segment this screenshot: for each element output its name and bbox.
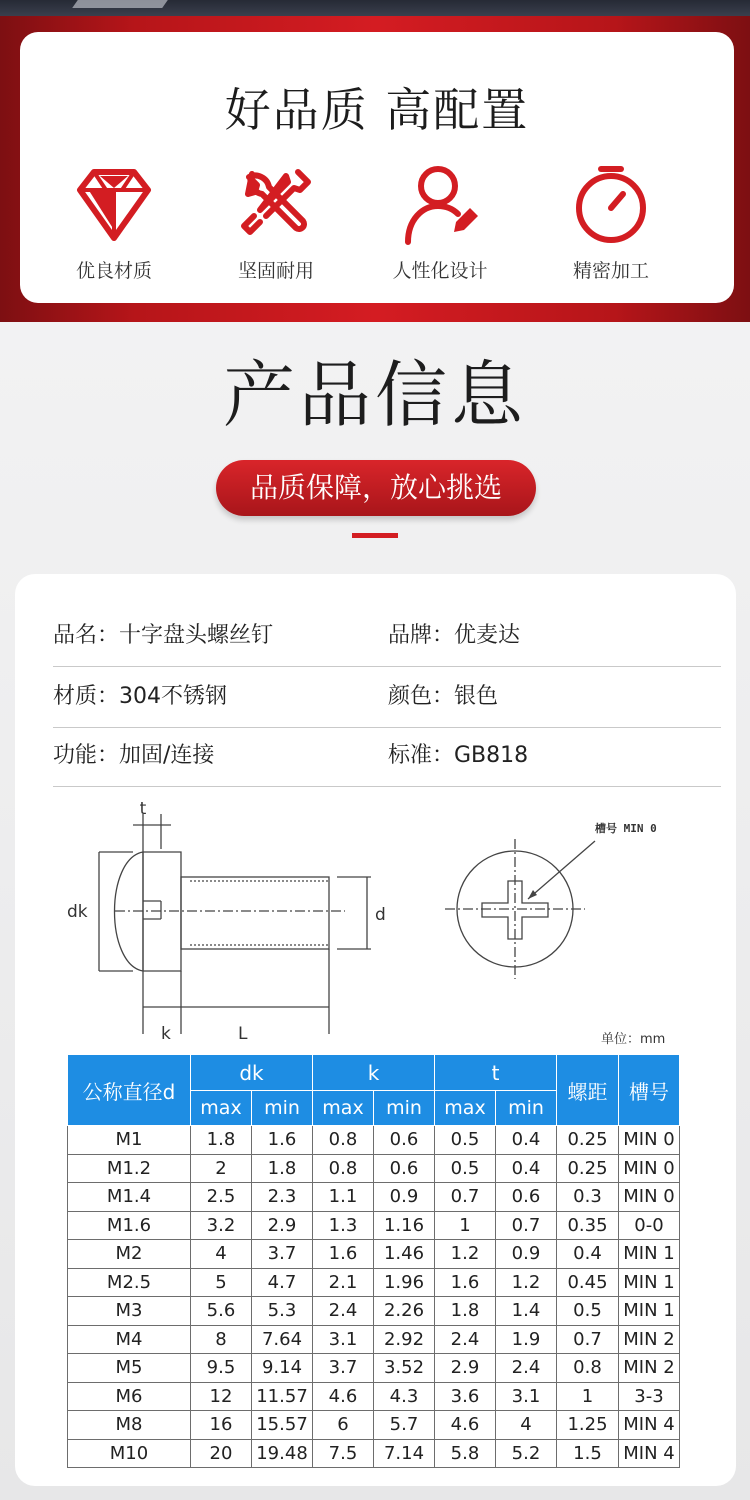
cell-size: M4 [68, 1325, 191, 1354]
cell-dk-max: 20 [191, 1439, 252, 1468]
top-dark-strip [0, 0, 750, 16]
cell-t-min: 0.4 [496, 1126, 557, 1155]
cell-size: M1 [68, 1126, 191, 1155]
cell-dk-min: 1.8 [252, 1154, 313, 1183]
cell-dk-min: 5.3 [252, 1297, 313, 1326]
diagram-label-slot: 槽号 MIN 0 [595, 822, 657, 835]
header-min: min [252, 1091, 313, 1126]
diagram-label-k: k [161, 1024, 171, 1044]
header-pitch: 螺距 [557, 1055, 619, 1126]
wrench-screwdriver-icon [234, 162, 318, 246]
header-max: max [191, 1091, 252, 1126]
cell-k-max: 1.6 [313, 1240, 374, 1269]
cell-dk-min: 11.57 [252, 1382, 313, 1411]
cell-slot: MIN 4 [619, 1411, 680, 1440]
cell-t-min: 0.9 [496, 1240, 557, 1269]
cell-dk-max: 2.5 [191, 1183, 252, 1212]
quality-title: 好品质 高配置 [224, 83, 530, 137]
cell-t-max: 2.4 [435, 1325, 496, 1354]
cell-k-max: 3.7 [313, 1354, 374, 1383]
cell-pitch: 0.7 [557, 1325, 619, 1354]
quality-card [20, 32, 734, 303]
info-row [53, 667, 721, 728]
info-product-name: 品名：十字盘头螺丝钉 [53, 623, 274, 648]
cell-t-min: 1.4 [496, 1297, 557, 1326]
user-edit-icon [398, 162, 482, 246]
cell-t-min: 0.6 [496, 1183, 557, 1212]
table-row [68, 1126, 680, 1155]
feature-label-material: 优良材质 [75, 260, 152, 282]
cell-pitch: 0.25 [557, 1154, 619, 1183]
feature-design [365, 162, 515, 284]
cell-pitch: 1 [557, 1382, 619, 1411]
cell-k-min: 1.16 [374, 1211, 435, 1240]
header-min: min [496, 1091, 557, 1126]
cell-t-max: 4.6 [435, 1411, 496, 1440]
cell-t-min: 5.2 [496, 1439, 557, 1468]
cell-dk-max: 2 [191, 1154, 252, 1183]
cell-size: M8 [68, 1411, 191, 1440]
cell-dk-max: 8 [191, 1325, 252, 1354]
unit-label: 单位：mm [601, 1032, 666, 1047]
cell-k-min: 7.14 [374, 1439, 435, 1468]
cell-pitch: 0.5 [557, 1297, 619, 1326]
cell-pitch: 0.8 [557, 1354, 619, 1383]
cell-size: M6 [68, 1382, 191, 1411]
feature-label-design: 人性化设计 [392, 260, 488, 282]
quality-badge: 品质保障，放心挑选 [216, 460, 536, 516]
cell-slot: MIN 2 [619, 1354, 680, 1383]
cell-k-max: 7.5 [313, 1439, 374, 1468]
cell-dk-max: 1.8 [191, 1126, 252, 1155]
header-t: t [435, 1055, 557, 1091]
cell-dk-max: 16 [191, 1411, 252, 1440]
cell-k-min: 5.7 [374, 1411, 435, 1440]
cell-slot: MIN 1 [619, 1297, 680, 1326]
cell-dk-max: 5 [191, 1268, 252, 1297]
cell-k-min: 3.52 [374, 1354, 435, 1383]
table-row [68, 1382, 680, 1411]
cell-k-min: 0.9 [374, 1183, 435, 1212]
info-row [53, 726, 721, 787]
cell-k-min: 2.26 [374, 1297, 435, 1326]
cell-slot: MIN 1 [619, 1240, 680, 1269]
cell-dk-max: 4 [191, 1240, 252, 1269]
cell-pitch: 0.3 [557, 1183, 619, 1212]
table-row [68, 1411, 680, 1440]
cell-slot: MIN 4 [619, 1439, 680, 1468]
cell-t-max: 5.8 [435, 1439, 496, 1468]
cell-k-min: 1.46 [374, 1240, 435, 1269]
cell-k-max: 2.1 [313, 1268, 374, 1297]
cell-dk-min: 9.14 [252, 1354, 313, 1383]
cell-t-min: 0.7 [496, 1211, 557, 1240]
cell-dk-min: 15.57 [252, 1411, 313, 1440]
cell-slot: MIN 0 [619, 1183, 680, 1212]
cell-pitch: 0.25 [557, 1126, 619, 1155]
header-max: max [435, 1091, 496, 1126]
cell-size: M10 [68, 1439, 191, 1468]
cell-size: M1.4 [68, 1183, 191, 1212]
cell-dk-max: 9.5 [191, 1354, 252, 1383]
product-info-card [15, 574, 736, 1486]
cell-t-max: 1 [435, 1211, 496, 1240]
cell-k-max: 3.1 [313, 1325, 374, 1354]
cell-pitch: 1.5 [557, 1439, 619, 1468]
table-row [68, 1439, 680, 1468]
cell-k-max: 4.6 [313, 1382, 374, 1411]
info-row [53, 606, 721, 667]
cell-dk-min: 2.9 [252, 1211, 313, 1240]
screw-dimension-diagram [15, 789, 736, 1059]
cell-size: M1.6 [68, 1211, 191, 1240]
header-max: max [313, 1091, 374, 1126]
cell-slot: MIN 2 [619, 1325, 680, 1354]
cell-k-max: 1.3 [313, 1211, 374, 1240]
cell-size: M2 [68, 1240, 191, 1269]
feature-label-precision: 精密加工 [572, 260, 649, 282]
header-dk: dk [191, 1055, 313, 1091]
diagram-label-t: t [139, 799, 147, 819]
cell-dk-min: 2.3 [252, 1183, 313, 1212]
cell-t-max: 1.8 [435, 1297, 496, 1326]
cell-pitch: 0.35 [557, 1211, 619, 1240]
table-row [68, 1354, 680, 1383]
accent-dash [352, 533, 398, 538]
cell-dk-max: 5.6 [191, 1297, 252, 1326]
info-brand: 品牌：优麦达 [388, 623, 521, 648]
cell-dk-min: 4.7 [252, 1268, 313, 1297]
spec-table [67, 1054, 680, 1468]
diagram-label-dk: dk [67, 902, 88, 922]
header-min: min [374, 1091, 435, 1126]
table-row [68, 1211, 680, 1240]
cell-k-min: 2.92 [374, 1325, 435, 1354]
feature-durable [201, 162, 351, 284]
cell-pitch: 0.4 [557, 1240, 619, 1269]
cell-t-min: 2.4 [496, 1354, 557, 1383]
cell-slot: MIN 0 [619, 1154, 680, 1183]
table-row [68, 1268, 680, 1297]
cell-dk-max: 3.2 [191, 1211, 252, 1240]
feature-material [39, 162, 189, 284]
info-standard: 标准：GB818 [388, 743, 529, 768]
cell-size: M3 [68, 1297, 191, 1326]
info-material: 材质：304不锈钢 [53, 684, 227, 709]
cell-t-max: 0.5 [435, 1126, 496, 1155]
table-row [68, 1297, 680, 1326]
top-strip-highlight [72, 0, 168, 8]
cell-k-min: 1.96 [374, 1268, 435, 1297]
diamond-icon [72, 162, 156, 246]
header-slot: 槽号 [619, 1055, 680, 1126]
cell-pitch: 1.25 [557, 1411, 619, 1440]
cell-t-max: 3.6 [435, 1382, 496, 1411]
cell-dk-max: 12 [191, 1382, 252, 1411]
cell-dk-min: 3.7 [252, 1240, 313, 1269]
cell-slot: MIN 0 [619, 1126, 680, 1155]
cell-k-min: 0.6 [374, 1154, 435, 1183]
diagram-label-d: d [375, 905, 386, 925]
cell-dk-min: 7.64 [252, 1325, 313, 1354]
table-row [68, 1154, 680, 1183]
cell-dk-min: 19.48 [252, 1439, 313, 1468]
cell-pitch: 0.45 [557, 1268, 619, 1297]
info-function: 功能：加固/连接 [53, 743, 215, 768]
feature-precision [536, 162, 686, 284]
cell-t-min: 3.1 [496, 1382, 557, 1411]
cell-t-min: 4 [496, 1411, 557, 1440]
table-row [68, 1325, 680, 1354]
table-row [68, 1240, 680, 1269]
cell-k-min: 4.3 [374, 1382, 435, 1411]
cell-k-max: 6 [313, 1411, 374, 1440]
cell-k-max: 2.4 [313, 1297, 374, 1326]
diagram-label-L: L [238, 1024, 248, 1044]
cell-t-min: 1.9 [496, 1325, 557, 1354]
cell-size: M5 [68, 1354, 191, 1383]
cell-slot: 0-0 [619, 1211, 680, 1240]
cell-t-min: 1.2 [496, 1268, 557, 1297]
cell-t-min: 0.4 [496, 1154, 557, 1183]
cell-slot: 3-3 [619, 1382, 680, 1411]
cell-t-max: 0.7 [435, 1183, 496, 1212]
table-row [68, 1183, 680, 1212]
cell-k-min: 0.6 [374, 1126, 435, 1155]
info-color: 颜色：银色 [388, 684, 499, 709]
header-k: k [313, 1055, 435, 1091]
cell-t-max: 2.9 [435, 1354, 496, 1383]
cell-k-max: 0.8 [313, 1154, 374, 1183]
cell-t-max: 1.2 [435, 1240, 496, 1269]
cell-t-max: 0.5 [435, 1154, 496, 1183]
cell-size: M1.2 [68, 1154, 191, 1183]
section-title: 产品信息 [222, 353, 527, 437]
cell-slot: MIN 1 [619, 1268, 680, 1297]
feature-label-durable: 坚固耐用 [237, 260, 314, 282]
cell-k-max: 0.8 [313, 1126, 374, 1155]
cell-dk-min: 1.6 [252, 1126, 313, 1155]
header-nominal-diameter: 公称直径d [68, 1055, 191, 1126]
cell-size: M2.5 [68, 1268, 191, 1297]
cell-t-max: 1.6 [435, 1268, 496, 1297]
cell-k-max: 1.1 [313, 1183, 374, 1212]
stopwatch-icon [569, 162, 653, 246]
